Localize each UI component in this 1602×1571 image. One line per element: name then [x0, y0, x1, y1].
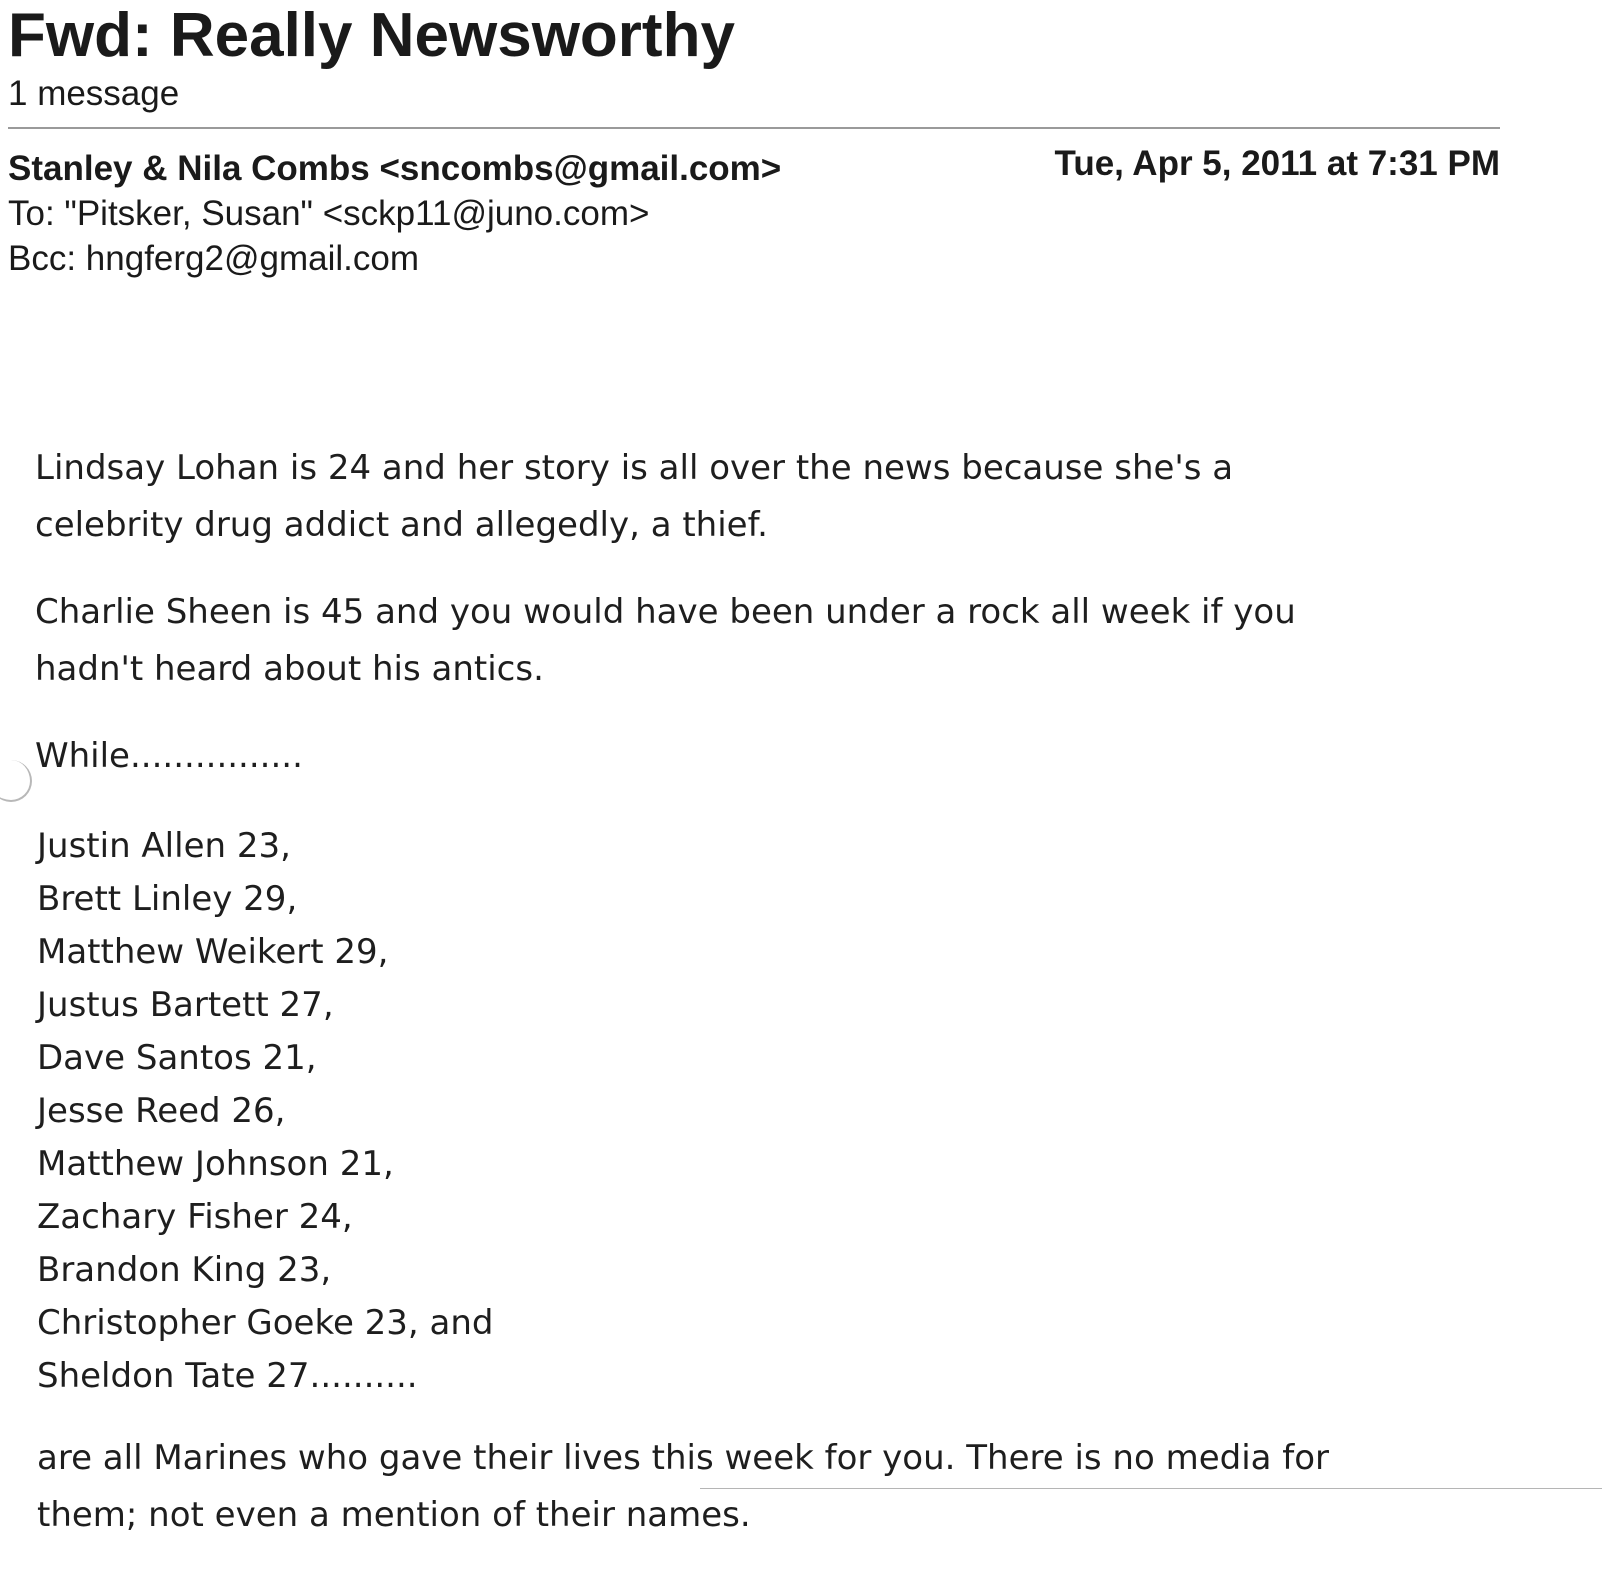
header-divider — [8, 127, 1500, 129]
email-meta — [8, 146, 1500, 281]
to-recipient: To: "Pitsker, Susan" <sckp11@juno.com> — [8, 194, 650, 233]
list-item: Brandon King 23, — [37, 1250, 332, 1290]
list-item: Zachary Fisher 24, — [37, 1197, 353, 1237]
list-item: Sheldon Tate 27.......... — [37, 1356, 418, 1396]
list-item: Matthew Weikert 29, — [37, 932, 389, 972]
email-subject: Fwd: Really Newsworthy — [8, 1, 735, 70]
bcc-recipient: Bcc: hngferg2@gmail.com — [8, 239, 419, 278]
list-item: Dave Santos 21, — [37, 1038, 317, 1078]
sender-row — [8, 146, 1500, 191]
footer-divider — [700, 1488, 1602, 1489]
names-list — [37, 820, 494, 1403]
list-item: Jesse Reed 26, — [37, 1091, 286, 1131]
email-header — [8, 0, 1508, 114]
list-item: Brett Linley 29, — [37, 879, 298, 919]
body-paragraph-2: Charlie Sheen is 45 and you would have been under a rock all week if you hadn't heard about his antics. — [35, 592, 1296, 689]
message-count: 1 message — [8, 74, 180, 113]
body-paragraph-1: Lindsay Lohan is 24 and her story is all over the news because she's a celebrity drug addict and allegedly, a thief. — [35, 448, 1234, 545]
body-while-line: While................ — [35, 736, 303, 776]
scan-hole-mark — [0, 760, 32, 802]
body-paragraph-final: are all Marines who gave their lives this week for you. There is no media for them; not even a mention of their names. — [37, 1438, 1330, 1535]
sender: Stanley & Nila Combs <sncombs@gmail.com> — [8, 149, 782, 188]
list-item: Matthew Johnson 21, — [37, 1144, 394, 1184]
list-item: Justin Allen 23, — [37, 826, 291, 866]
list-item: Justus Bartett 27, — [37, 985, 334, 1025]
list-item: Christopher Goeke 23, and — [37, 1303, 494, 1343]
sent-date: Tue, Apr 5, 2011 at 7:31 PM — [1054, 144, 1500, 183]
